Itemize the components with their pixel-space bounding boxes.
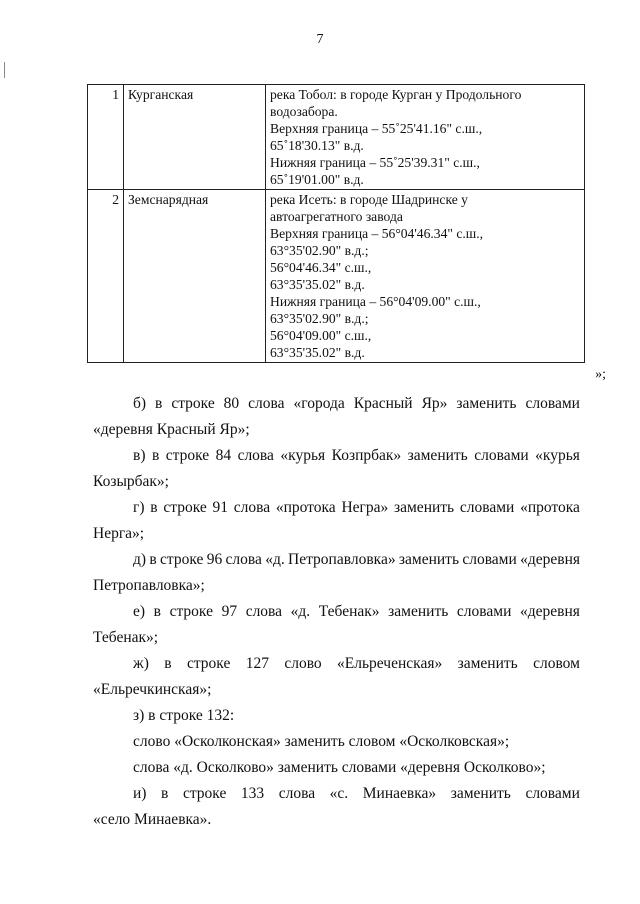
description-line: 65˚18'30.13" в.д. — [270, 138, 364, 153]
description-line: 63°35'35.02" в.д. — [270, 277, 365, 292]
paragraph-e — [93, 599, 580, 651]
word: строке — [165, 447, 210, 464]
word: Козпрбак» — [331, 447, 402, 464]
region-description — [266, 85, 585, 190]
word: и) — [133, 785, 147, 802]
word: 91 — [212, 499, 228, 516]
word: б) — [133, 395, 147, 412]
word: «города — [293, 395, 345, 412]
word: слова — [237, 447, 274, 464]
word: 84 — [215, 447, 232, 464]
scan-edge-mark — [4, 62, 5, 78]
word: строке — [169, 603, 213, 620]
word: заменить — [407, 447, 468, 464]
word: заменить — [456, 395, 517, 412]
word: в — [164, 655, 172, 672]
region-name: Земснарядная — [124, 190, 266, 363]
word: 127 — [245, 655, 269, 672]
description-line: река Тобол: в городе Курган у Продольного — [270, 87, 522, 102]
word: е) — [133, 603, 146, 620]
word: строке — [160, 551, 204, 568]
word: Красный — [353, 395, 413, 412]
description-line: 65˚19'01.00" в.д. — [270, 172, 364, 187]
row-number: 2 — [88, 190, 124, 363]
description-line: 63°35'02.90" в.д.; — [270, 311, 369, 326]
paragraph-line — [93, 599, 580, 625]
paragraph-d — [93, 547, 580, 599]
paragraph-line — [93, 781, 580, 807]
word: словами — [462, 551, 517, 568]
description-line: 63°35'02.90" в.д.; — [270, 243, 369, 258]
word: слова — [225, 551, 262, 568]
word: ж) — [133, 655, 149, 672]
word: д) — [133, 551, 147, 568]
paragraph-b — [93, 391, 580, 443]
word: «протока — [520, 499, 580, 516]
word: 96 — [206, 551, 223, 568]
description-line: река Исеть: в городе Шадринске у — [270, 192, 468, 207]
description-line: водозабора. — [270, 104, 338, 119]
description-line: 56°04'46.34" с.ш., — [270, 260, 372, 275]
paragraph-i — [93, 781, 580, 833]
paragraph-v — [93, 443, 580, 495]
paragraph-line — [93, 443, 580, 469]
word: «Ельреченская» — [337, 655, 443, 672]
region-description — [266, 190, 585, 363]
paragraph-line: з) в строке 132: — [133, 707, 235, 724]
word: в — [150, 499, 158, 516]
word: 97 — [221, 603, 238, 620]
word: заменить — [388, 603, 449, 620]
word: «протока — [275, 499, 336, 516]
paragraph-line: слово «Осколконская» заменить словом «Осколковская»; — [133, 733, 510, 750]
word: слова — [278, 785, 316, 802]
paragraph-line — [93, 391, 580, 417]
word: «деревня — [520, 551, 580, 568]
word: в — [155, 395, 163, 412]
word: словами — [525, 785, 580, 802]
word: словами — [474, 447, 529, 464]
description-line: 56°04'09.00" с.ш., — [270, 328, 372, 343]
table-row — [88, 190, 585, 363]
paragraph-continuation: «Ельречкинская»; — [93, 681, 212, 698]
paragraph-line — [93, 651, 580, 677]
paragraph-line: слова «д. Осколково» заменить словами «деревня Осколково»; — [133, 759, 546, 776]
word: Яр» — [421, 395, 448, 412]
word: «с. — [329, 785, 349, 802]
word: г) — [133, 499, 145, 516]
paragraph-continuation: Тебенак»; — [93, 629, 159, 646]
word: заменить — [398, 551, 460, 568]
word: «деревня — [519, 603, 580, 620]
word: «д. — [290, 603, 311, 620]
amendments-text — [93, 391, 580, 833]
word: в — [161, 785, 169, 802]
word: словами — [456, 603, 512, 620]
paragraph-z — [93, 703, 580, 781]
paragraph-continuation: Петропавловка»; — [93, 577, 205, 594]
word: строке — [163, 499, 207, 516]
word: «курья — [280, 447, 326, 464]
word: слово — [284, 655, 322, 672]
word: Минаевка» — [362, 785, 437, 802]
word: 133 — [240, 785, 265, 802]
word: заменить — [450, 785, 511, 802]
description-line: автоагрегатного завода — [270, 209, 403, 224]
word: в — [149, 551, 157, 568]
word: в) — [133, 447, 146, 464]
word: строке — [186, 655, 231, 672]
word: «курья — [535, 447, 580, 464]
page-number: 7 — [316, 32, 324, 47]
word: в — [153, 603, 161, 620]
word: Негра» — [341, 499, 389, 516]
description-line: Верхняя граница – 55˚25'41.16" с.ш., — [270, 121, 483, 136]
paragraph-line — [93, 495, 580, 521]
word: Петропавловка» — [288, 551, 396, 568]
paragraph-continuation: Козырбак»; — [93, 473, 169, 490]
paragraph-continuation: Нерга»; — [93, 525, 145, 542]
word: 80 — [223, 395, 240, 412]
word: Тебенак» — [318, 603, 380, 620]
word: заменить — [457, 655, 518, 672]
word: «д. — [265, 551, 285, 568]
description-line: Нижняя граница – 55˚25'39.31" с.ш., — [270, 155, 480, 170]
paragraph-g — [93, 495, 580, 547]
closing-quote: »; — [595, 367, 606, 382]
region-name: Курганская — [124, 85, 266, 190]
description-line: 63°35'35.02" в.д. — [270, 345, 365, 360]
paragraph-line — [93, 547, 580, 573]
paragraph-continuation: «деревня Красный Яр»; — [93, 421, 250, 438]
table-row — [88, 85, 585, 190]
word: словами — [459, 499, 515, 516]
word: слова — [233, 499, 271, 516]
paragraph-zh — [93, 651, 580, 703]
word: словами — [525, 395, 580, 412]
word: словом — [533, 655, 580, 672]
word: строке — [171, 395, 215, 412]
word: заменить — [394, 499, 455, 516]
description-line: Верхняя граница – 56°04'46.34" с.ш., — [270, 226, 484, 241]
word: строке — [182, 785, 227, 802]
regions-table — [87, 84, 585, 363]
description-line: Нижняя граница – 56°04'09.00" с.ш., — [270, 294, 481, 309]
paragraph-continuation: «село Минаевка». — [93, 811, 212, 828]
word: слова — [245, 603, 283, 620]
word: в — [151, 447, 160, 464]
word: слова — [248, 395, 285, 412]
row-number: 1 — [88, 85, 124, 190]
